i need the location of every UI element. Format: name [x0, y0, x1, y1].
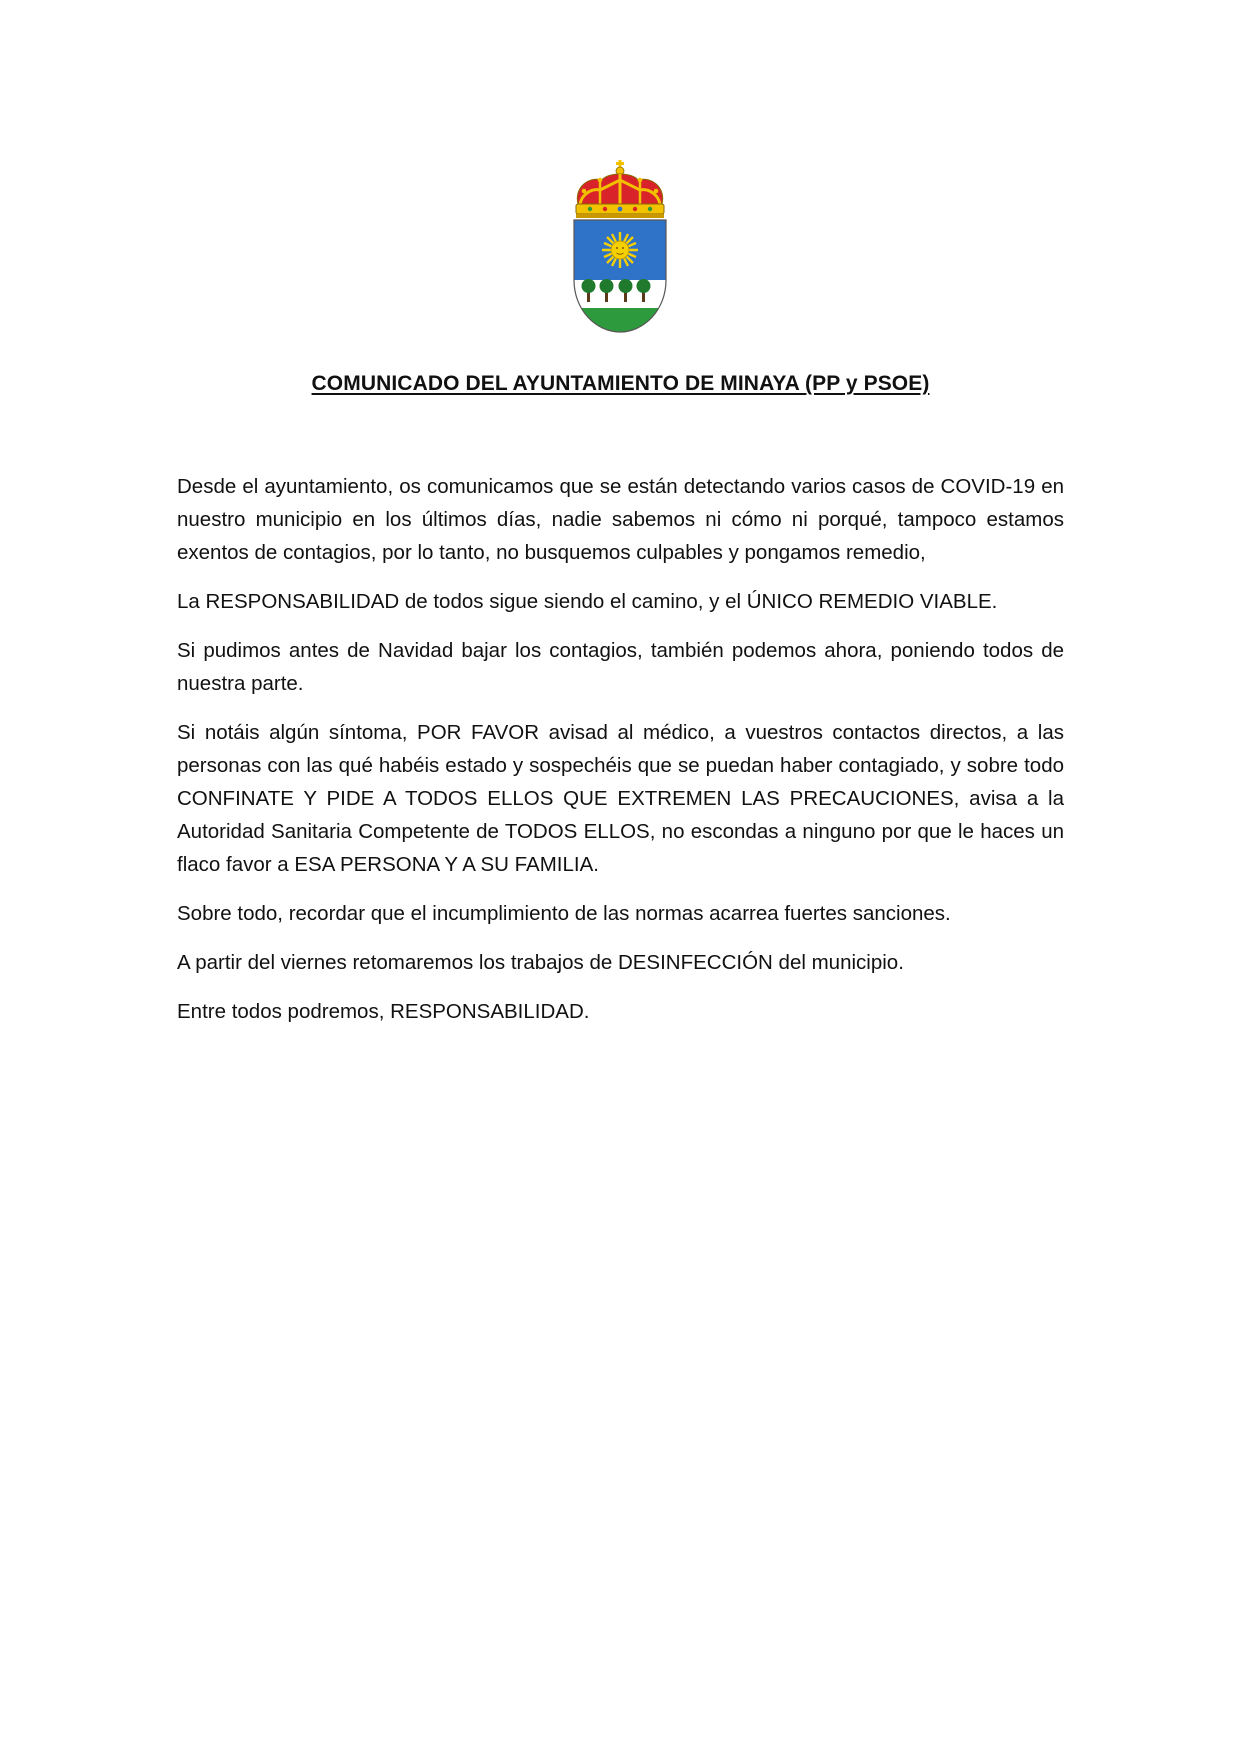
document-body — [177, 470, 1064, 1044]
paragraph: Entre todos podremos, RESPONSABILIDAD. — [177, 1000, 590, 1023]
paragraph: La RESPONSABILIDAD de todos sigue siendo el camino, y el ÚNICO REMEDIO VIABLE. — [177, 590, 998, 613]
paragraph: Sobre todo, recordar que el incumplimiento de las normas acarrea fuertes sanciones. — [177, 902, 951, 925]
sun-icon — [602, 232, 638, 268]
paragraph: Desde el ayuntamiento, os comunicamos que se están detectando varios casos de COVID-19 en nuestro municipio en los últimos días, nadie sabemos ni cómo ni porqué, tampoco estamos exentos de contagios, por lo tanto, no busquemos culpables y pongamos remedio, — [177, 475, 1064, 564]
crown-icon — [576, 160, 664, 218]
page-title: COMUNICADO DEL AYUNTAMIENTO DE MINAYA (PP y PSOE) — [311, 372, 930, 395]
municipal-coat-of-arms-icon — [570, 160, 670, 334]
paragraph: Si notáis algún síntoma, POR FAVOR avisad al médico, a vuestros contactos directos, a las personas con las qué habéis estado y sospechéis que se puedan haber contagiado, y sobre todo CONFINATE Y PIDE A TODOS ELLOS QUE EXTREMEN LAS PRECAUCIONES, avisa a la Autoridad Sanitaria Competente de TODOS ELLOS, no escondas a ninguno por que le haces un flaco favor a ESA PERSONA Y A SU FAMILIA. — [177, 721, 1064, 876]
paragraph: Si pudimos antes de Navidad bajar los contagios, también podemos ahora, poniendo todos de nuestra parte. — [177, 639, 1064, 695]
paragraph: A partir del viernes retomaremos los trabajos de DESINFECCIÓN del municipio. — [177, 951, 904, 974]
shield-icon — [570, 220, 670, 334]
